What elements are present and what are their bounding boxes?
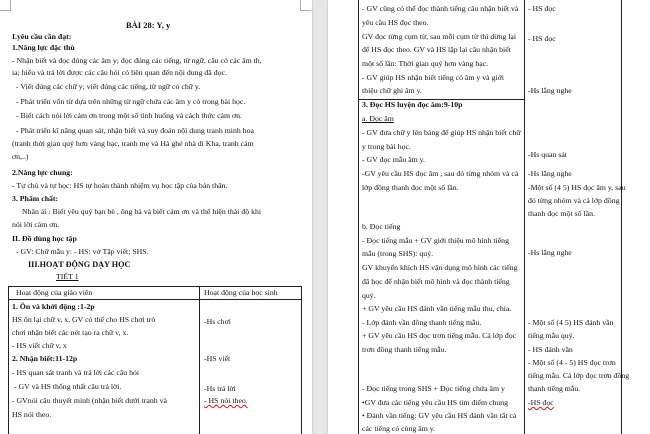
table-cell: •GV đưa các tiếng yêu cầu HS tìm điểm chung xyxy=(362,398,509,407)
table-cell: GV khuyến khích HS vận dụng mô hình các tiếng xyxy=(362,263,518,272)
table-cell: - HS quan sát tranh và trả lời các câu hỏi xyxy=(12,368,140,377)
text-line: - GV: Chữ mẫu y: - HS: vở Tập viết; SHS. xyxy=(16,247,149,256)
table-cell: - Một số (4 5) HS đánh vần xyxy=(528,318,614,327)
section-heading: III.HOẠT ĐỘNG DẠY HỌC xyxy=(28,260,131,269)
table-divider xyxy=(8,299,301,300)
table-cell: trơn đồng thanh tiếng mẫu. xyxy=(362,345,447,354)
table-cell: - HS đánh vần xyxy=(528,345,573,354)
table-cell: HS ôn lại chữ v, x. GV có thể cho HS chơi trò xyxy=(12,315,156,324)
section-subheading: TIẾT 1 xyxy=(56,272,79,281)
table-cell: -Hs lắng nghe xyxy=(528,248,572,257)
table-cell: tiếng mẫu quý. xyxy=(528,331,575,340)
table-cell: đã học để nhận biết mô hình và đọc thành tiếng xyxy=(362,277,510,286)
section-heading: 1.Năng lực đặc thù xyxy=(12,43,75,52)
text-line: - Phát triển kĩ năng quan sát, nhận biết và suy đoán nội dung tranh minh hoạ xyxy=(16,126,254,135)
table-cell: - Một số (4 - 5) HS đọc trơn xyxy=(528,358,616,367)
table-cell: chơi nhận biết các nét tạo ra chữ v, x. xyxy=(12,328,129,337)
table-cell: - HS viết chữ v, x xyxy=(12,341,67,350)
table-cell: thiệu chữ ghi âm y. xyxy=(362,86,422,95)
text-line: - Nhận biết và đọc đúng các âm y; đọc đúng các tiếng, từ ngữ, câu có các âm th, xyxy=(12,56,262,65)
table-cell: -Hs chơi xyxy=(204,317,231,326)
table-cell: -Hs trả lời xyxy=(204,384,236,393)
table-cell: 1. Ôn và khởi động :1-2p xyxy=(12,302,95,311)
table-cell: đó từng nhóm và cả lớp đồng xyxy=(528,196,620,205)
table-cell: 2. Nhận biết:11-12p xyxy=(12,354,78,363)
table-cell: GV đọc từng cụm từ, sau mỗi cụm từ thì dừng lại xyxy=(362,32,517,41)
table-cell: HS nói theo. xyxy=(12,410,52,419)
table-header: Hoạt động của giáo viên xyxy=(16,288,93,297)
table-cell: y trong bài học. xyxy=(362,142,411,151)
table-cell: các tiếng có cùng âm y. xyxy=(362,424,436,433)
section-heading: 3. Phẩm chất: xyxy=(12,194,59,203)
table-cell: - Lớp đánh vần đồng thanh tiếng mẫu. xyxy=(362,318,482,327)
table-cell: tiếng mẫu. Cả lớp đọc trơn đồng xyxy=(528,371,630,380)
lesson-title: BÀI 28: Y, y xyxy=(126,20,171,30)
table-header: Hoạt động của học sinh xyxy=(204,288,278,297)
section-heading: 2.Năng lực chung: xyxy=(12,168,73,177)
table-cell: -Hs lắng nghe xyxy=(528,169,572,178)
table-cell: - Đọc tiếng trong SHS + Đọc tiếng chứa âm y xyxy=(362,384,505,393)
document-page-left xyxy=(0,0,312,434)
table-cell: - HS đọc xyxy=(528,4,556,13)
table-divider xyxy=(199,286,200,434)
table-cell: thanh đọc một số lần. xyxy=(528,209,595,218)
table-divider xyxy=(524,0,525,434)
section-heading: 3. Đọc HS luyện đọc âm:9-10p xyxy=(362,100,463,109)
table-cell: mẫu (trong SHS): quý. xyxy=(362,249,434,258)
table-cell: - GV cũng có thể đọc thành tiếng câu nhận biết và xyxy=(362,4,519,13)
document-page-right xyxy=(328,0,650,434)
table-cell: - GV đọc mẫu âm y. xyxy=(362,155,426,164)
table-cell: thanh tiếng mẫu. xyxy=(528,384,581,393)
table-cell: để HS đọc theo. GV và HS lặp lại câu nhận biết xyxy=(362,45,511,54)
table-cell: -HS viết xyxy=(204,354,231,363)
table-cell: -Một số (4 5) HS đọc âm y, sau xyxy=(528,183,626,192)
table-cell: - GV giúp HS nhận biết tiếng có âm y và giới xyxy=(362,73,504,82)
table-cell: -Hs lắng nghe xyxy=(528,86,572,95)
table-cell: lớp đồng thanh đọc một số lần. xyxy=(362,183,459,192)
table-cell: - GV và HS thống nhất câu trả lời. xyxy=(14,382,122,391)
table-cell: quý. xyxy=(362,291,376,300)
section-heading: II. Đồ dùng học tập xyxy=(12,234,77,243)
text-line: ia; hiểu và trả lời được các câu hỏi có liên quan đến nội dung đã đọc. xyxy=(12,68,227,77)
table-cell: + GV yêu cầu HS đọc trơn tiếng mẫu. Cả lớp đọc xyxy=(362,331,517,340)
text-line: nói lời cảm ơn. xyxy=(12,220,60,229)
table-cell: - GVnói câu thuyết minh (nhận biết dưới tranh và xyxy=(12,396,167,405)
table-cell: • Đánh vần tiếng: GV yêu cầu HS đánh vần tất cả xyxy=(362,411,517,420)
table-cell: - HS đọc xyxy=(528,34,556,43)
section-subheading: b. Đọc tiếng xyxy=(362,222,401,231)
table-cell: + GV yêu cầu HS đánh vần tiếng mẫu thu, chia. xyxy=(362,304,512,313)
text-line: - Phát triển vốn từ dựa trên những từ ngữ chứa các âm y có trong bài học. xyxy=(16,97,246,106)
text-line: - Biết cách nói lời cảm ơn trong một số tình huống và cách thức cảm ơn. xyxy=(16,111,242,120)
text-line: - Tự chủ và tự học: HS tự hoàn thành nhiệm vụ học tập của bản thân. xyxy=(12,181,228,190)
table-cell: -GV yêu cầu HS đọc âm , sau đó từng nhóm và cả xyxy=(362,169,519,178)
table-cell: - Đọc tiếng mẫu + GV giới thiệu mô hình tiếng xyxy=(362,236,509,245)
table-cell: -HS đọc xyxy=(528,398,554,407)
text-line: (tranh thời gian quý hơn vàng bạc, tranh mẹ và Hà ghé nhà dì Kha, tranh cảm xyxy=(12,139,254,148)
text-line: ơn,..) xyxy=(12,152,29,161)
table-cell: - GV đưa chữ y lên bảng để giúp HS nhận biết chữ xyxy=(362,128,521,137)
table-cell: - HS nói theo. xyxy=(204,396,248,405)
table-cell: -Hs quan sát xyxy=(528,150,567,159)
section-heading: I.yêu cầu cần đạt: xyxy=(12,32,72,41)
section-subheading: a. Đọc âm xyxy=(362,114,394,123)
table-cell: yêu cầu HS đọc theo. xyxy=(362,18,429,27)
table-cell: một số lần: Thời gian quý hơn vàng bạc. xyxy=(362,59,489,68)
text-line: - Viết đúng các chữ y; viết đúng các tiếng, từ ngữ có chữ y. xyxy=(16,82,201,91)
text-line: Nhân ái : Biết yêu quý bạn bè , ông bà và biết cảm ơn và thể hiện thái độ khi xyxy=(22,207,262,216)
